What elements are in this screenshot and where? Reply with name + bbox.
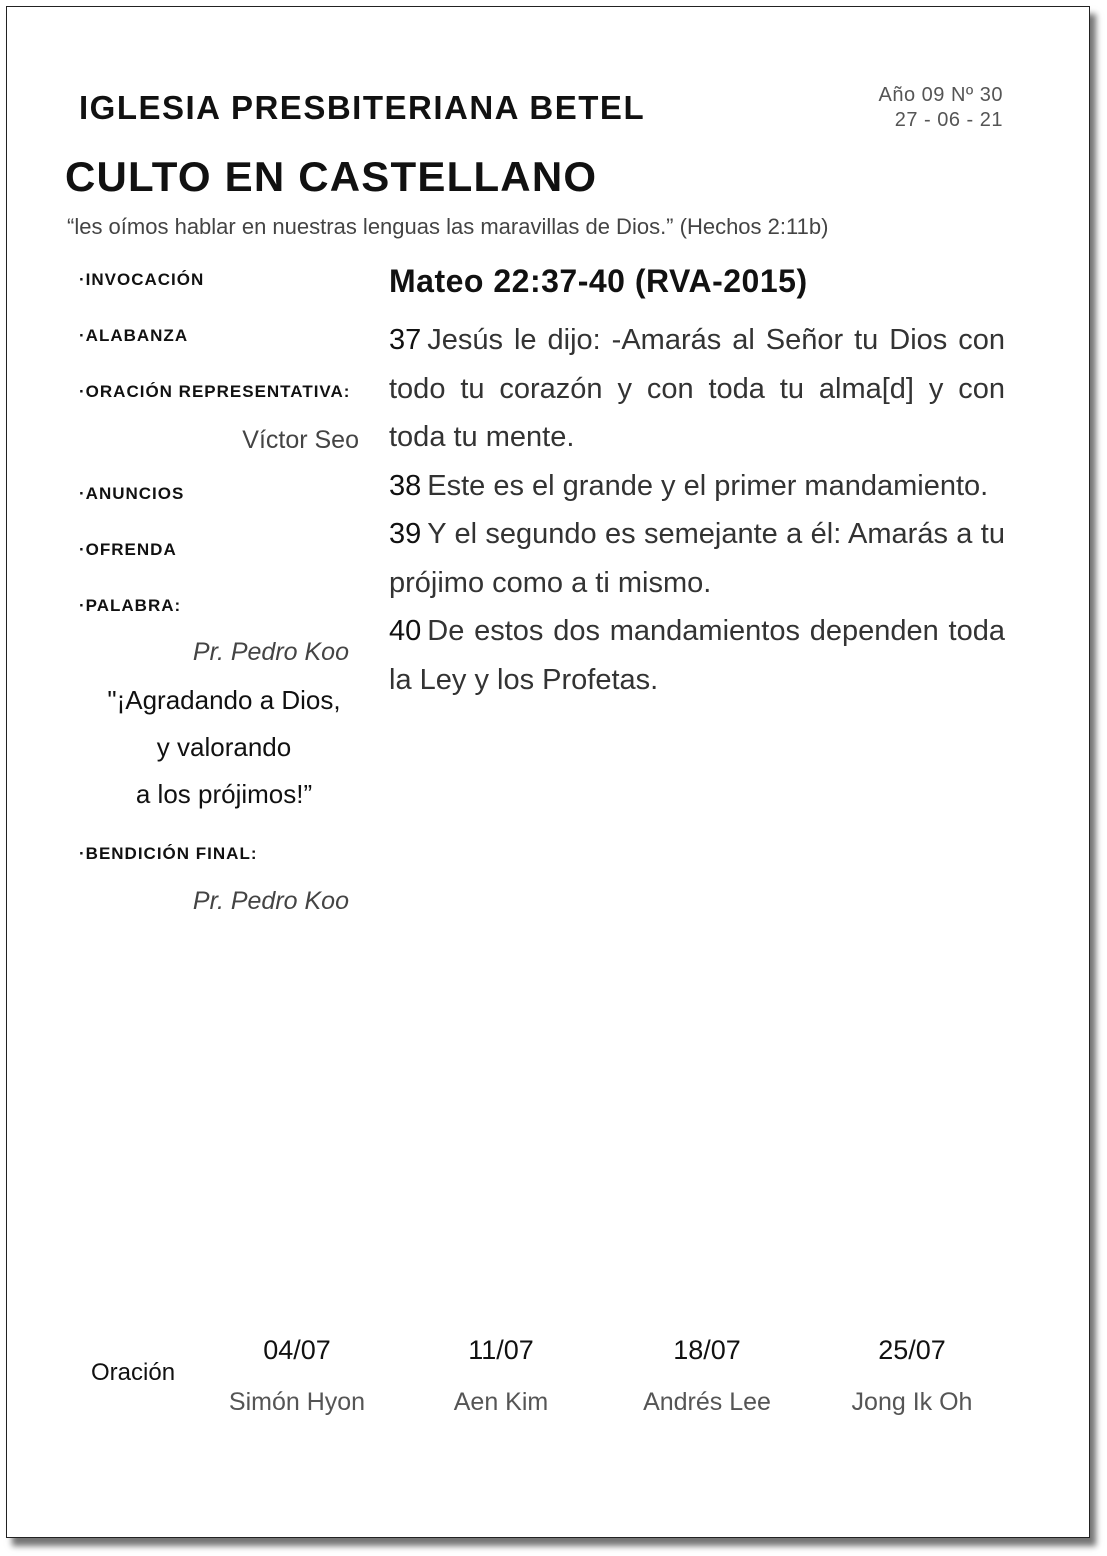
prayer-date: 18/07 <box>673 1335 741 1365</box>
prayer-date: 25/07 <box>878 1335 946 1365</box>
bulletin-page <box>6 6 1090 1538</box>
issue-number: Año 09 Nº 30 <box>878 84 1003 106</box>
prayer-slot <box>822 1335 1002 1417</box>
item-invocacion: ·INVOCACIÓN <box>79 270 205 289</box>
prayer-slot <box>207 1335 387 1417</box>
oracion-person: Víctor Seo <box>242 426 359 454</box>
prayer-person: Simón Hyon <box>228 1388 366 1416</box>
prayer-person: Andrés Lee <box>643 1388 771 1416</box>
verse <box>389 462 1005 511</box>
sermon-line-1: "¡Agradando a Dios, <box>107 685 341 715</box>
verse-text: Este es el grande y el primer mandamiento. <box>427 469 989 502</box>
bendicion-person: Pr. Pedro Koo <box>192 887 349 915</box>
church-name: IGLESIA PRESBITERIANA BETEL <box>79 89 646 126</box>
verse <box>389 316 1005 462</box>
sermon-line-3: a los prójimos!” <box>135 779 313 809</box>
prayer-person: Aen Kim <box>453 1388 549 1416</box>
prayer-slot <box>411 1335 591 1417</box>
page-title: CULTO EN CASTELLANO <box>65 153 598 200</box>
verse-text: Jesús le dijo: -Amarás al Señor tu Dios con todo tu corazón y con toda tu alma[d] y con toda tu mente. <box>389 324 1005 453</box>
header-quote: “les oímos hablar en nuestras lenguas las maravillas de Dios.” (Hechos 2:11b) <box>67 214 829 239</box>
prayer-date: 04/07 <box>263 1335 331 1365</box>
issue-info <box>879 83 1004 133</box>
prayer-slot <box>617 1335 797 1417</box>
item-oracion: ·ORACIÓN REPRESENTATIVA: <box>79 382 351 401</box>
verse-number: 38 <box>389 469 422 502</box>
item-anuncios: ·ANUNCIOS <box>79 484 185 503</box>
sermon-line-2: y valorando <box>156 732 292 762</box>
prayer-person: Jong Ik Oh <box>851 1388 973 1416</box>
sermon-title <box>79 677 369 818</box>
verse <box>389 607 1005 704</box>
scripture-reference: Mateo 22:37-40 (RVA-2015) <box>389 263 808 299</box>
item-alabanza: ·ALABANZA <box>79 326 189 345</box>
palabra-person: Pr. Pedro Koo <box>192 638 349 666</box>
prayer-label: Oración <box>91 1359 176 1386</box>
item-ofrenda: ·OFRENDA <box>79 540 177 559</box>
verse-text: Y el segundo es semejante a él: Amarás a tu prójimo como a ti mismo. <box>389 518 1005 599</box>
verse-number: 40 <box>389 615 422 647</box>
issue-date: 27 - 06 - 21 <box>894 109 1003 131</box>
item-palabra: ·PALABRA: <box>79 596 182 615</box>
verse-text: De estos dos mandamientos dependen toda la Ley y los Profetas. <box>389 615 1005 696</box>
scripture-reading <box>389 263 1005 704</box>
verse <box>389 510 1005 607</box>
prayer-date: 11/07 <box>468 1335 534 1365</box>
verse-number: 37 <box>389 324 422 356</box>
item-bendicion: ·BENDICIÓN FINAL: <box>79 844 258 863</box>
verse-number: 39 <box>389 518 422 550</box>
